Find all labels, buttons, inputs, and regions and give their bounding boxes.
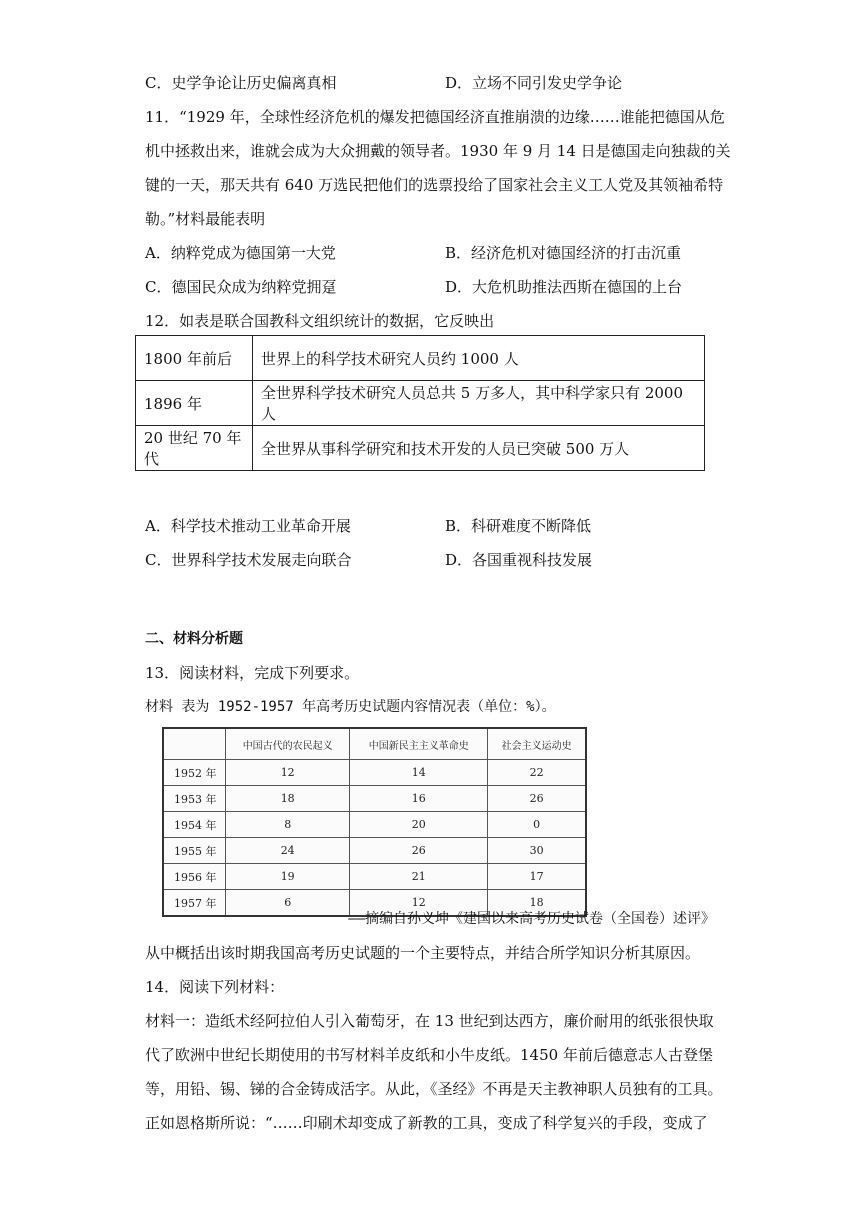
table-row — [163, 864, 586, 890]
q10-option-c: C．史学争论让历史偏离真相 — [145, 74, 337, 92]
table-header-cell: 中国古代的农民起义 — [226, 728, 350, 760]
table-cell: 1896 年 — [136, 381, 253, 426]
table-cell: 14 — [350, 760, 488, 786]
table-cell: 20 世纪 70 年代 — [136, 426, 253, 471]
table-cell: 1954 年 — [163, 812, 226, 838]
table-cell: 24 — [226, 838, 350, 864]
table-cell: 18 — [488, 890, 586, 917]
q12-option-c: C．世界科学技术发展走向联合 — [145, 551, 352, 569]
table-cell: 6 — [226, 890, 350, 917]
table-row — [136, 381, 705, 426]
table-header-cell: 社会主义运动史 — [488, 728, 586, 760]
q13-stem: 13．阅读材料，完成下列要求。 — [145, 664, 360, 682]
table-cell: 30 — [488, 838, 586, 864]
table-header-cell — [163, 728, 226, 760]
table-cell: 1952 年 — [163, 760, 226, 786]
table-cell: 8 — [226, 812, 350, 838]
table-row — [163, 812, 586, 838]
table-cell: 全世界科学技术研究人员总共 5 万多人，其中科学家只有 2000 人 — [253, 381, 705, 426]
table-cell: 18 — [226, 786, 350, 812]
table-row — [163, 786, 586, 812]
q14-stem: 14．阅读下列材料： — [145, 978, 285, 996]
q14-line-4: 正如恩格斯所说：“……印刷术却变成了新教的工具，变成了科学复兴的手段，变成了 — [145, 1114, 708, 1132]
table-cell: 26 — [488, 786, 586, 812]
table-cell: 19 — [226, 864, 350, 890]
q13-source: ——摘编自孙义坤《建国以来高考历史试卷（全国卷）述评》 — [348, 911, 715, 927]
table-cell: 21 — [350, 864, 488, 890]
table-cell: 1953 年 — [163, 786, 226, 812]
table-cell: 12 — [350, 890, 488, 917]
table-cell: 1955 年 — [163, 838, 226, 864]
q12-option-b: B．科研难度不断降低 — [445, 517, 592, 535]
q11-line-4: 勒。”材料最能表明 — [145, 210, 266, 228]
q11-option-a: A．纳粹党成为德国第一大党 — [145, 244, 336, 262]
q14-line-2: 代了欧洲中世纪长期使用的书写材料羊皮纸和小牛皮纸。1450 年前后德意志人古登堡 — [145, 1046, 713, 1064]
table-header-cell: 中国新民主主义革命史 — [350, 728, 488, 760]
q11-line-3: 键的一天，那天共有 640 万选民把他们的选票投给了国家社会主义工人党及其领袖希特 — [145, 176, 724, 194]
q11-option-c: C．德国民众成为纳粹党拥趸 — [145, 278, 337, 296]
table-cell: 世界上的科学技术研究人员约 1000 人 — [253, 336, 705, 381]
table-cell: 26 — [350, 838, 488, 864]
table-row — [136, 426, 705, 471]
table-cell: 1957 年 — [163, 890, 226, 917]
q12-stem: 12．如表是联合国教科文组织统计的数据，它反映出 — [145, 312, 495, 330]
q10-option-d: D．立场不同引发史学争论 — [445, 74, 623, 92]
table-cell: 1800 年前后 — [136, 336, 253, 381]
table-cell: 17 — [488, 864, 586, 890]
q12-table — [135, 335, 705, 471]
table-cell: 全世界从事科学研究和技术开发的人员已突破 500 万人 — [253, 426, 705, 471]
q13-scanned-table — [162, 727, 587, 917]
q11-line-2: 机中拯救出来，谁就会成为大众拥戴的领导者。1930 年 9 月 14 日是德国走向独裁的关 — [145, 142, 731, 160]
section-heading: 二、材料分析题 — [145, 631, 243, 647]
table-row — [136, 336, 705, 381]
table-cell: 16 — [350, 786, 488, 812]
q14-line-1: 材料一：造纸术经阿拉伯人引入葡萄牙，在 13 世纪到达西方，廉价耐用的纸张很快取 — [145, 1012, 714, 1030]
q11-option-d: D．大危机助推法西斯在德国的上台 — [445, 278, 683, 296]
table-row — [163, 760, 586, 786]
q12-option-d: D．各国重视科技发展 — [445, 551, 593, 569]
q12-option-a: A．科学技术推动工业革命开展 — [145, 517, 351, 535]
table-cell: 1956 年 — [163, 864, 226, 890]
table-cell: 0 — [488, 812, 586, 838]
table-header-row — [163, 728, 586, 760]
q14-line-3: 等，用铅、锡、锑的合金铸成活字。从此，《圣经》不再是天主教神职人员独有的工具。 — [145, 1080, 723, 1098]
table-cell: 22 — [488, 760, 586, 786]
table-cell: 12 — [226, 760, 350, 786]
q13-question: 从中概括出该时期我国高考历史试题的一个主要特点，并结合所学知识分析其原因。 — [145, 944, 701, 962]
q13-material: 材料 表为 1952-1957 年高考历史试题内容情况表（单位：%）。 — [145, 699, 556, 715]
q11-line-1: 11．“1929 年，全球性经济危机的爆发把德国经济直推崩溃的边缘……谁能把德国从危 — [145, 108, 725, 126]
table-cell: 20 — [350, 812, 488, 838]
q11-option-b: B．经济危机对德国经济的打击沉重 — [445, 244, 682, 262]
table-row — [163, 838, 586, 864]
